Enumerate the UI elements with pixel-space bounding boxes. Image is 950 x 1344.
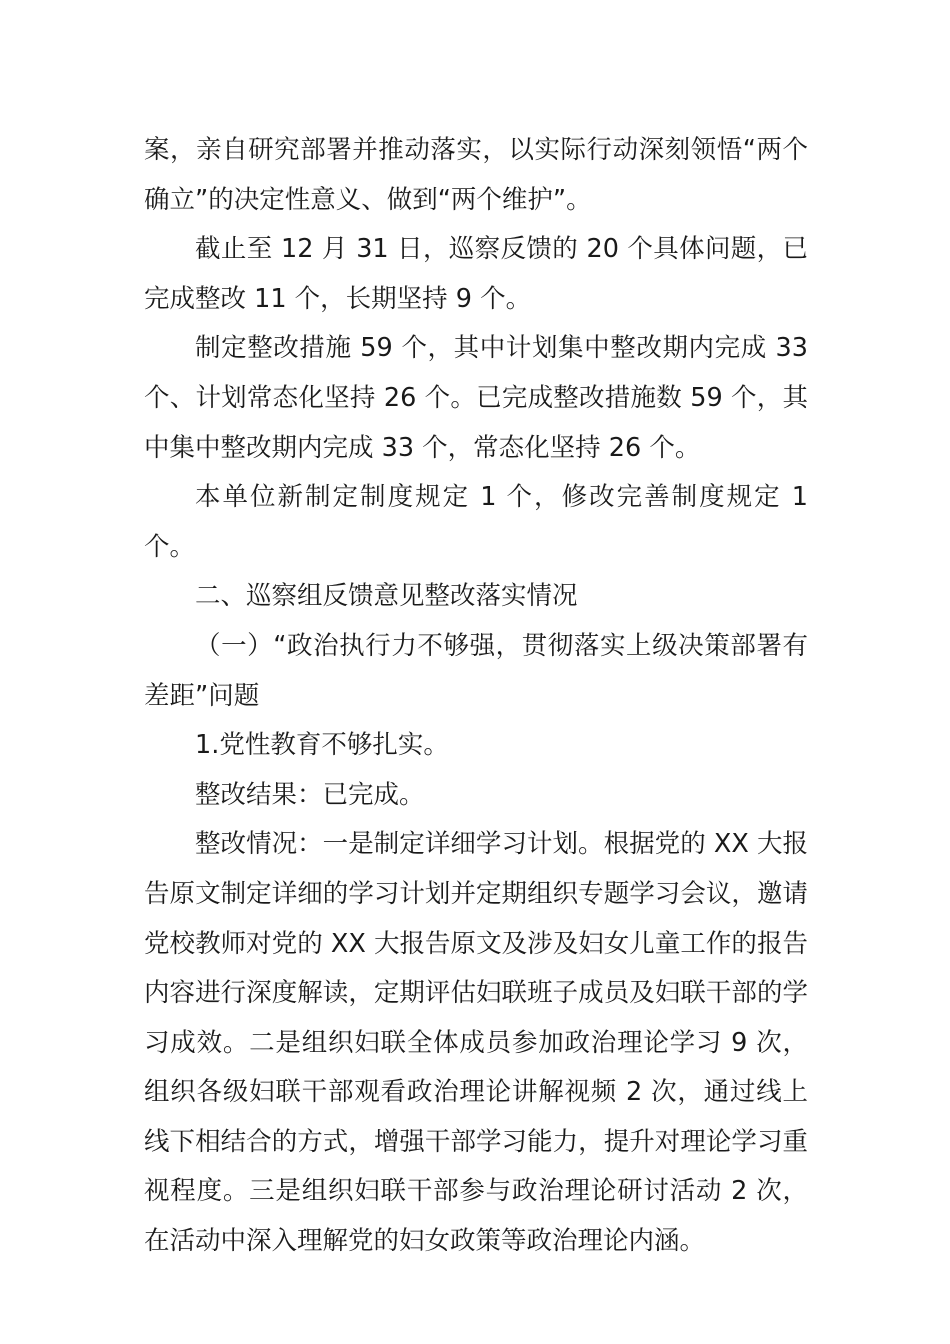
section-heading: 二、巡察组反馈意见整改落实情况 xyxy=(195,581,578,612)
rectification-result: 整改结果：已完成。 xyxy=(195,779,425,810)
item-heading: 1.党性教育不够扎实。 xyxy=(195,730,449,761)
document-body xyxy=(144,126,808,1267)
subsection-heading: （一）“政治执行力不够强，贯彻落实上级决策部署有差距”问题 xyxy=(144,630,808,711)
paragraph-deadline-summary: 截止至 12 月 31 日，巡察反馈的 20 个具体问题，已完成整改 11 个，长期坚持 9 个。 xyxy=(144,234,808,314)
paragraph-measures: 制定整改措施 59 个，其中计划集中整改期内完成 33 个、计划常态化坚持 26 个。已完成整改措施数 59 个，其中集中整改期内完成 33 个，常态化坚持 26 个。 xyxy=(144,333,808,463)
paragraph-regulations: 本单位新制定制度规定 1 个，修改完善制度规定 1 个。 xyxy=(144,482,808,562)
rectification-details: 整改情况：一是制定详细学习计划。根据党的 XX 大报告原文制定详细的学习计划并定期组织专题学习会议，邀请党校教师对党的 XX 大报告原文及涉及妇女儿童工作的报告内容进行深度解读，定期评估妇联班子成员及妇联干部的学习成效。二是组织妇联全体成员参加政治理论学习 9 次，组织各级妇联干部观看政治理论讲解视频 2 次，通过线上线下相结合的方式，增强干部学习能力，提升对理论学习重视程度。三是组织妇联干部参与政治理论研讨活动 2 次，在活动中深入理解党的妇女政策等政治理论内涵。 xyxy=(144,829,808,1257)
paragraph-continuation: 案，亲自研究部署并推动落实，以实际行动深刻领悟“两个确立”的决定性意义、做到“两个维护”。 xyxy=(144,135,808,215)
